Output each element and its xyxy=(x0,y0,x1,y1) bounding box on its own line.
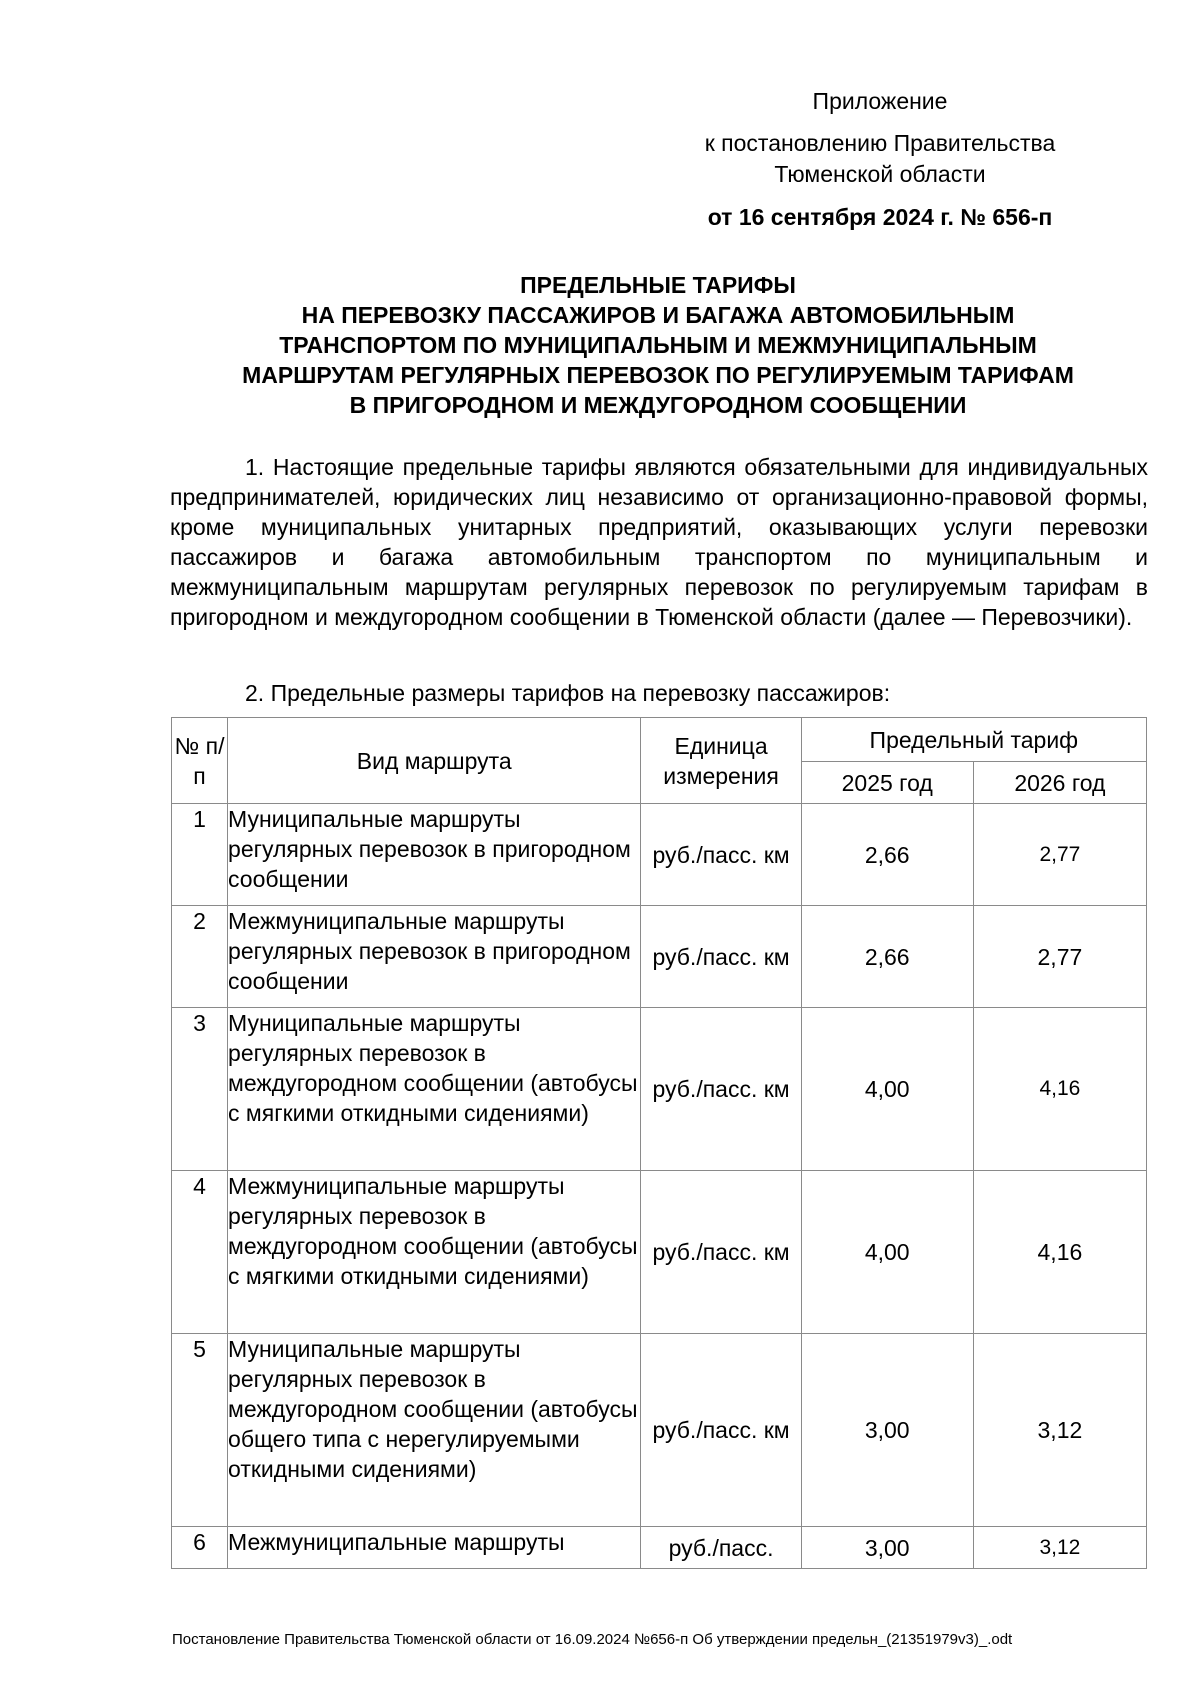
row-num: 3 xyxy=(172,1008,228,1171)
row-route: Муниципальные маршруты регулярных перевозок в междугородном сообщении (автобусы общего типа с нерегулируемыми откидными сидениями) xyxy=(228,1334,641,1527)
row-num: 5 xyxy=(172,1334,228,1527)
row-num: 2 xyxy=(172,906,228,1008)
paragraph-2: 2. Предельные размеры тарифов на перевозку пассажиров: xyxy=(245,680,891,706)
row-route: Муниципальные маршруты регулярных перевозок в пригородном сообщении xyxy=(228,804,641,906)
row-num: 1 xyxy=(172,804,228,906)
header-num: № п/п xyxy=(172,718,228,804)
table-row xyxy=(172,1527,1147,1569)
table-row xyxy=(172,906,1147,1008)
table-row xyxy=(172,1008,1147,1171)
table-row xyxy=(172,1334,1147,1527)
row-value-2025: 3,00 xyxy=(801,1527,973,1569)
row-unit: руб./пасс. xyxy=(641,1527,801,1569)
header-tariff: Предельный тариф xyxy=(801,718,1146,762)
header-unit: Единица измерения xyxy=(641,718,801,804)
footer-filename: Постановление Правительства Тюменской области от 16.09.2024 №656-п Об утверждении предельн_(21351979v3)_.odt xyxy=(172,1631,1013,1648)
header-year-2026: 2026 год xyxy=(973,762,1146,804)
document-title xyxy=(168,270,1148,420)
appendix-region: Тюменской области xyxy=(774,161,986,187)
row-value-2026: 2,77 xyxy=(973,804,1146,906)
row-unit: руб./пасс. км xyxy=(641,906,801,1008)
header-route: Вид маршрута xyxy=(228,718,641,804)
title-line: НА ПЕРЕВОЗКУ ПАССАЖИРОВ И БАГАЖА АВТОМОБИЛЬНЫМ xyxy=(301,302,1015,328)
row-value-2026: 4,16 xyxy=(973,1008,1146,1171)
table-row xyxy=(172,1171,1147,1334)
paragraph-1: 1. Настоящие предельные тарифы являются обязательными для индивидуальных предпринимателей, юридических лиц независимо от организационно-правовой формы, кроме муниципальных унитарных предприятий, оказывающих услуги перевозки пассажиров и багажа автомобильным транспортом по муниципальным и межмуниципальным маршрутам регулярных перевозок по регулируемым тарифам в пригородном и междугородном сообщении в Тюменской области (далее — Перевозчики). xyxy=(170,454,1148,630)
title-line: МАРШРУТАМ РЕГУЛЯРНЫХ ПЕРЕВОЗОК ПО РЕГУЛИРУЕМЫМ ТАРИФАМ xyxy=(242,362,1074,388)
row-value-2025: 2,66 xyxy=(801,804,973,906)
table-row xyxy=(172,804,1147,906)
title-line: ТРАНСПОРТОМ ПО МУНИЦИПАЛЬНЫМ И МЕЖМУНИЦИПАЛЬНЫМ xyxy=(279,332,1037,358)
row-unit: руб./пасс. км xyxy=(641,1008,801,1171)
row-unit: руб./пасс. км xyxy=(641,1171,801,1334)
row-value-2026: 3,12 xyxy=(973,1334,1146,1527)
title-line: ПРЕДЕЛЬНЫЕ ТАРИФЫ xyxy=(520,272,796,298)
appendix-date-number: от 16 сентября 2024 г. № 656-п xyxy=(707,204,1053,230)
row-value-2025: 2,66 xyxy=(801,906,973,1008)
row-unit: руб./пасс. км xyxy=(641,804,801,906)
row-value-2025: 4,00 xyxy=(801,1008,973,1171)
appendix-reference: к постановлению Правительства xyxy=(704,130,1056,156)
row-num: 4 xyxy=(172,1171,228,1334)
row-route: Межмуниципальные маршруты регулярных перевозок в пригородном сообщении xyxy=(228,906,641,1008)
row-value-2025: 4,00 xyxy=(801,1171,973,1334)
row-value-2026: 3,12 xyxy=(973,1527,1146,1569)
appendix-label: Приложение xyxy=(812,88,948,114)
row-route: Межмуниципальные маршруты xyxy=(228,1527,641,1569)
tariffs-table xyxy=(171,717,1147,1569)
row-value-2025: 3,00 xyxy=(801,1334,973,1527)
row-unit: руб./пасс. км xyxy=(641,1334,801,1527)
row-num: 6 xyxy=(172,1527,228,1569)
row-route: Муниципальные маршруты регулярных перевозок в междугородном сообщении (автобусы с мягкими откидными сидениями) xyxy=(228,1008,641,1171)
title-line: В ПРИГОРОДНОМ И МЕЖДУГОРОДНОМ СООБЩЕНИИ xyxy=(349,392,967,418)
header-year-2025: 2025 год xyxy=(801,762,973,804)
row-value-2026: 2,77 xyxy=(973,906,1146,1008)
row-route: Межмуниципальные маршруты регулярных перевозок в междугородном сообщении (автобусы с мягкими откидными сидениями) xyxy=(228,1171,641,1334)
row-value-2026: 4,16 xyxy=(973,1171,1146,1334)
